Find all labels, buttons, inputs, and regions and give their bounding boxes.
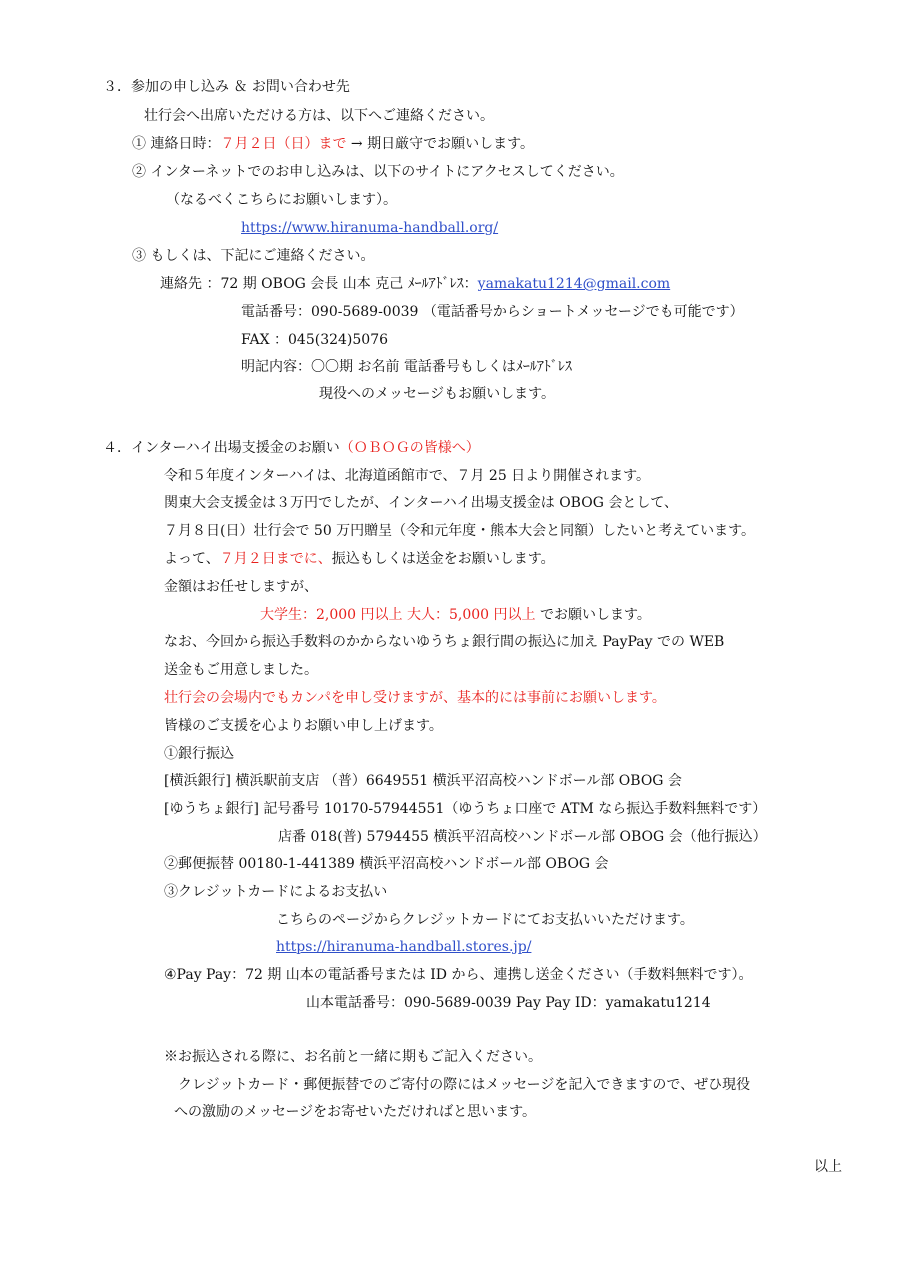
phone-line: 電話番号：090-5689-0039 （電話番号からショートメッセージでも可能です） — [241, 304, 744, 320]
p4-prefix: よって、 — [164, 551, 220, 567]
paragraph-2: 関東大会支援金は３万円でしたが、インターハイ出場支援金は OBOG 会として、 — [164, 495, 679, 511]
credit-description: こちらのページからクレジットカードにてお支払いいただけます。 — [276, 912, 694, 928]
paypay: ④Pay Pay：72 期 山本の電話番号または ID から、連携し送金ください（手数料無料です）。 — [164, 967, 753, 983]
paragraph-3: ７月８日(日）壮行会で 50 万円贈呈（令和元年度・熊本大会と同額）したいと考えています。 — [164, 523, 756, 539]
bank-yucho: [ゆうちょ銀行] 記号番号 10170-57944551（ゆうちょ口座で ATM なら振込手数料無料です） — [164, 801, 767, 817]
note-3: への激励のメッセージをお寄せいただければと思います。 — [174, 1104, 537, 1120]
paragraph-8: 送金もご用意しました。 — [164, 662, 318, 678]
internet-application: ② インターネットでのお申し込みは、以下のサイトにアクセスしてください。 — [132, 164, 624, 180]
store-link[interactable]: https://hiranuma-handball.stores.jp/ — [276, 939, 532, 955]
section3-intro: 壮行会へ出席いただける方は、以下へご連絡ください。 — [144, 108, 494, 124]
contact-person-text: 連絡先 ：72 期 OBOG 会長 山本 克己 ﾒｰﾙｱﾄﾞﾚｽ： — [160, 276, 478, 292]
paragraph-4 — [164, 549, 555, 569]
fax-line: FAX ：045(324)5076 — [241, 332, 389, 348]
contact-deadline — [132, 134, 534, 154]
deadline-suffix: → 期日厳守でお願いします。 — [346, 136, 534, 152]
deadline-date: ７月２日（日）まで — [220, 136, 347, 152]
paragraph-5: 金額はお任せしますが、 — [164, 579, 318, 595]
paypay-detail: 山本電話番号：090-5689-0039 Pay Pay ID：yamakatu1214 — [306, 995, 711, 1011]
contact-alternative: ③ もしくは、下記にご連絡ください。 — [132, 248, 375, 264]
bank-heading: ①銀行振込 — [164, 746, 234, 762]
website-link[interactable]: https://www.hiranuma-handball.org/ — [241, 220, 499, 236]
p4-deadline: ７月２日までに、 — [219, 551, 332, 567]
note-2: クレジットカード・郵便振替でのご寄付の際にはメッセージを記入できますので、ぜひ現役 — [178, 1077, 751, 1093]
bank-yucho-branch: 店番 018(普) 5794455 横浜平沼高校ハンドボール部 OBOG 会（他行振込） — [278, 829, 767, 845]
paragraph-9: 壮行会の会場内でもカンパを申し受けますが、基本的には事前にお願いします。 — [164, 690, 666, 706]
paragraph-7: なお、今回から振込手数料のかからないゆうちょ銀行間の振込に加え PayPay での WEB — [164, 634, 725, 650]
section4-heading-red: （ＯＢＯＧの皆様へ） — [339, 440, 480, 456]
internet-note: （なるべくこちらにお願いします）。 — [166, 192, 397, 208]
note-1: ※お振込される際に、お名前と一緒に期もご記入ください。 — [164, 1049, 542, 1065]
amount-suffix: でお願いします。 — [535, 607, 651, 623]
section3-heading: ３．参加の申し込み ＆ お問い合わせ先 — [103, 79, 350, 95]
p4-suffix: 振込もしくは送金をお願いします。 — [331, 551, 555, 567]
amount-guidance: 大学生：2,000 円以上 大人：5,000 円以上 — [260, 607, 536, 623]
postal-transfer: ②郵便振替 00180-1-441389 横浜平沼高校ハンドボール部 OBOG 会 — [164, 856, 609, 872]
closing: 以上 — [814, 1159, 842, 1175]
credit-heading: ③クレジットカードによるお支払い — [164, 884, 388, 900]
contact-person — [160, 274, 670, 294]
paragraph-6 — [260, 605, 651, 625]
details-line-2: 現役へのメッセージもお願いします。 — [319, 386, 556, 402]
bank-yokohama: [横浜銀行] 横浜駅前支店 （普）6649551 横浜平沼高校ハンドボール部 OBOG 会 — [164, 773, 682, 789]
details-line: 明記内容：〇〇期 お名前 電話番号もしくはﾒｰﾙｱﾄﾞﾚｽ — [241, 359, 572, 375]
section4-heading — [103, 438, 480, 458]
section4-heading-text: ４．インターハイ出場支援金のお願い — [103, 440, 340, 456]
email-link[interactable]: yamakatu1214@gmail.com — [477, 276, 671, 292]
paragraph-10: 皆様のご支援を心よりお願い申し上げます。 — [164, 718, 443, 734]
deadline-prefix: ① 連絡日時： — [132, 136, 221, 152]
paragraph-1: 令和５年度インターハイは、北海道函館市で、７月 25 日より開催されます。 — [164, 468, 651, 484]
